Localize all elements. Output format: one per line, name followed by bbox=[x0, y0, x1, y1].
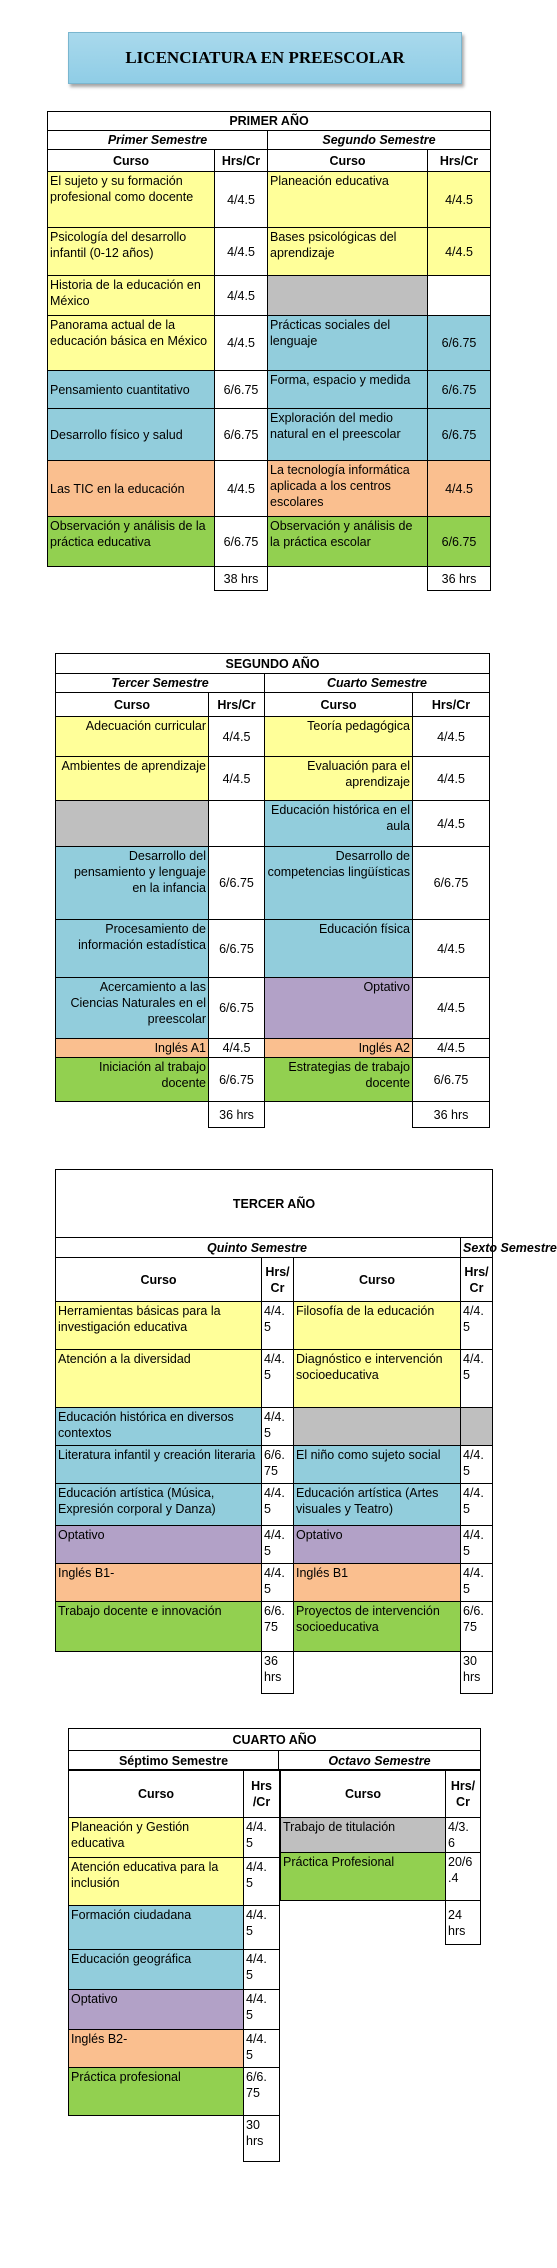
hours-cell: 6/6.75 bbox=[428, 409, 491, 461]
course-cell: Práctica Profesional bbox=[281, 1853, 446, 1901]
hours-cell: 4/4. 5 bbox=[262, 1484, 294, 1526]
hours-cell: 6/6.75 bbox=[215, 371, 268, 409]
course-cell: Observación y análisis de la práctica escolar bbox=[268, 517, 428, 567]
hours-cell: 6/6.75 bbox=[215, 409, 268, 461]
hours-cell: 4/4.5 bbox=[209, 757, 265, 801]
course-cell: Inglés A1 bbox=[56, 1039, 209, 1058]
course-cell: Atención educativa para la inclusión bbox=[69, 1858, 244, 1906]
hours-cell: 4/4. 5 bbox=[461, 1526, 493, 1564]
course-cell: Planeación educativa bbox=[268, 172, 428, 228]
hours-cell: 4/4.5 bbox=[209, 1039, 265, 1058]
hours-cell: 6/6.75 bbox=[209, 978, 265, 1039]
column-header-hours: Hrs/ Cr bbox=[461, 1258, 493, 1302]
column-header-course: Curso bbox=[281, 1770, 446, 1818]
hours-cell: 4/4. 5 bbox=[244, 1990, 280, 2030]
hours-cell: 4/4.5 bbox=[215, 461, 268, 517]
semester-header-3: Tercer Semestre bbox=[56, 674, 265, 693]
hours-cell: 4/4.5 bbox=[413, 757, 490, 801]
semester-header-2: Segundo Semestre bbox=[268, 131, 491, 150]
course-cell: Atención a la diversidad bbox=[56, 1350, 262, 1408]
column-header-hours: Hrs /Cr bbox=[244, 1770, 280, 1818]
total-hours: 24 hrs bbox=[446, 1901, 481, 1945]
semester-header-7: Séptimo Semestre bbox=[69, 1751, 279, 1771]
course-cell: Observación y análisis de la práctica educativa bbox=[48, 517, 215, 567]
course-cell: Optativo bbox=[294, 1526, 461, 1564]
empty-course-cell bbox=[268, 276, 428, 316]
hours-cell: 6/6. 75 bbox=[262, 1446, 294, 1484]
empty-course-cell bbox=[294, 1408, 461, 1446]
course-cell: Educación histórica en diversos contextos bbox=[56, 1408, 262, 1446]
course-cell: Optativo bbox=[265, 978, 413, 1039]
eighth-semester-table bbox=[280, 1769, 481, 1945]
course-cell: Exploración del medio natural en el preescolar bbox=[268, 409, 428, 461]
course-cell: Educación geográfica bbox=[69, 1950, 244, 1990]
column-header-course: Curso bbox=[56, 1258, 262, 1302]
total-hours: 30 hrs bbox=[461, 1652, 493, 1694]
course-cell: Acercamiento a las Ciencias Naturales en el preescolar bbox=[56, 978, 209, 1039]
course-cell: Inglés B1 bbox=[294, 1564, 461, 1602]
hours-cell: 6/6.75 bbox=[428, 371, 491, 409]
course-cell: Educación histórica en el aula bbox=[265, 801, 413, 847]
course-cell: Optativo bbox=[56, 1526, 262, 1564]
semester-header-5: Quinto Semestre bbox=[56, 1238, 461, 1258]
column-header-hours: Hrs/ Cr bbox=[262, 1258, 294, 1302]
hours-cell: 4/4.5 bbox=[413, 978, 490, 1039]
hours-cell: 4/4. 5 bbox=[244, 2030, 280, 2068]
course-cell: Procesamiento de información estadística bbox=[56, 920, 209, 978]
column-header-hours: Hrs/Cr bbox=[413, 693, 490, 717]
course-cell: Desarrollo físico y salud bbox=[48, 409, 215, 461]
course-cell: Desarrollo de competencias lingüísticas bbox=[265, 847, 413, 920]
course-cell: Adecuación curricular bbox=[56, 717, 209, 757]
hours-cell: 4/4.5 bbox=[215, 228, 268, 276]
hours-cell: 4/3. 6 bbox=[446, 1818, 481, 1853]
semester-header-8: Octavo Semestre bbox=[279, 1751, 481, 1771]
hours-cell: 4/4.5 bbox=[413, 717, 490, 757]
semester-header-6: Sexto Semestre bbox=[461, 1238, 493, 1258]
hours-cell: 6/6.75 bbox=[209, 1058, 265, 1102]
hours-cell: 6/6.75 bbox=[413, 847, 490, 920]
total-hours: 36 hrs bbox=[413, 1102, 490, 1128]
course-cell: Proyectos de intervención socioeducativa bbox=[294, 1602, 461, 1652]
hours-cell: 4/4.5 bbox=[413, 801, 490, 847]
course-cell: Literatura infantil y creación literaria bbox=[56, 1446, 262, 1484]
course-cell: Trabajo de titulación bbox=[281, 1818, 446, 1853]
empty-course-cell bbox=[56, 801, 209, 847]
column-header-course: Curso bbox=[56, 693, 209, 717]
hours-cell: 6/6.75 bbox=[428, 316, 491, 371]
hours-cell: 4/4. 5 bbox=[262, 1526, 294, 1564]
hours-cell: 4/4. 5 bbox=[244, 1950, 280, 1990]
course-cell: Pensamiento cuantitativo bbox=[48, 371, 215, 409]
hours-cell: 4/4.5 bbox=[428, 228, 491, 276]
course-cell: Filosofía de la educación bbox=[294, 1302, 461, 1350]
hours-cell: 4/4. 5 bbox=[244, 1906, 280, 1950]
hours-cell: 6/6. 75 bbox=[262, 1602, 294, 1652]
course-cell: El niño como sujeto social bbox=[294, 1446, 461, 1484]
hours-cell: 6/6.75 bbox=[215, 517, 268, 567]
total-hours: 36 hrs bbox=[428, 567, 491, 591]
hours-cell: 4/4. 5 bbox=[262, 1408, 294, 1446]
hours-cell: 6/6.75 bbox=[413, 1058, 490, 1102]
hours-cell: 4/4. 5 bbox=[461, 1484, 493, 1526]
year-header: PRIMER AÑO bbox=[48, 112, 491, 131]
course-cell: Práctica profesional bbox=[69, 2068, 244, 2116]
course-cell: Formación ciudadana bbox=[69, 1906, 244, 1950]
hours-cell: 4/4. 5 bbox=[461, 1446, 493, 1484]
course-cell: Panorama actual de la educación básica en México bbox=[48, 316, 215, 371]
course-cell: Ambientes de aprendizaje bbox=[56, 757, 209, 801]
hours-cell: 20/6 .4 bbox=[446, 1853, 481, 1901]
year-header: TERCER AÑO bbox=[56, 1170, 493, 1238]
semester-header-4: Cuarto Semestre bbox=[265, 674, 490, 693]
page-title: LICENCIATURA EN PREESCOLAR bbox=[125, 48, 405, 67]
hours-cell: 4/4.5 bbox=[209, 717, 265, 757]
column-header-course: Curso bbox=[48, 150, 215, 172]
course-cell: Optativo bbox=[69, 1990, 244, 2030]
hours-cell: 6/6.75 bbox=[209, 920, 265, 978]
column-header-hours: Hrs/ Cr bbox=[446, 1770, 481, 1818]
course-cell: Trabajo docente e innovación bbox=[56, 1602, 262, 1652]
hours-cell bbox=[428, 276, 491, 316]
hours-cell bbox=[461, 1408, 493, 1446]
seventh-semester-table bbox=[68, 1769, 280, 2162]
hours-cell: 4/4.5 bbox=[413, 1039, 490, 1058]
column-header-course: Curso bbox=[69, 1770, 244, 1818]
total-hours: 38 hrs bbox=[215, 567, 268, 591]
hours-cell: 4/4. 5 bbox=[461, 1350, 493, 1408]
first-year-table bbox=[47, 111, 491, 591]
hours-cell: 4/4.5 bbox=[215, 316, 268, 371]
hours-cell: 4/4. 5 bbox=[262, 1564, 294, 1602]
semester-header-1: Primer Semestre bbox=[48, 131, 268, 150]
total-hours: 36 hrs bbox=[209, 1102, 265, 1128]
hours-cell: 4/4.5 bbox=[428, 172, 491, 228]
year-header: CUARTO AÑO bbox=[69, 1729, 481, 1751]
column-header-course: Curso bbox=[294, 1258, 461, 1302]
hours-cell bbox=[209, 801, 265, 847]
course-cell: Historia de la educación en México bbox=[48, 276, 215, 316]
course-cell: Forma, espacio y medida bbox=[268, 371, 428, 409]
hours-cell: 4/4. 5 bbox=[461, 1564, 493, 1602]
course-cell: Desarrollo del pensamiento y lenguaje en la infancia bbox=[56, 847, 209, 920]
hours-cell: 4/4. 5 bbox=[244, 1818, 280, 1858]
hours-cell: 6/6.75 bbox=[428, 517, 491, 567]
course-cell: Prácticas sociales del lenguaje bbox=[268, 316, 428, 371]
second-year-table bbox=[55, 653, 490, 1128]
course-cell: El sujeto y su formación profesional como docente bbox=[48, 172, 215, 228]
hours-cell: 6/6. 75 bbox=[461, 1602, 493, 1652]
column-header-hours: Hrs/Cr bbox=[215, 150, 268, 172]
column-header-course: Curso bbox=[268, 150, 428, 172]
course-cell: Educación artística (Música, Expresión corporal y Danza) bbox=[56, 1484, 262, 1526]
fourth-year-header bbox=[68, 1728, 481, 1771]
hours-cell: 4/4. 5 bbox=[262, 1302, 294, 1350]
hours-cell: 4/4. 5 bbox=[461, 1302, 493, 1350]
course-cell: Teoría pedagógica bbox=[265, 717, 413, 757]
hours-cell: 6/6.75 bbox=[209, 847, 265, 920]
course-cell: Educación física bbox=[265, 920, 413, 978]
course-cell: Evaluación para el aprendizaje bbox=[265, 757, 413, 801]
course-cell: Inglés A2 bbox=[265, 1039, 413, 1058]
course-cell: Las TIC en la educación bbox=[48, 461, 215, 517]
hours-cell: 4/4. 5 bbox=[262, 1350, 294, 1408]
hours-cell: 4/4.5 bbox=[413, 920, 490, 978]
hours-cell: 4/4.5 bbox=[428, 461, 491, 517]
third-year-table bbox=[55, 1169, 557, 1694]
course-cell: Bases psicológicas del aprendizaje bbox=[268, 228, 428, 276]
year-header: SEGUNDO AÑO bbox=[56, 654, 490, 674]
course-cell: Inglés B1- bbox=[56, 1564, 262, 1602]
hours-cell: 4/4.5 bbox=[215, 172, 268, 228]
course-cell: Estrategias de trabajo docente bbox=[265, 1058, 413, 1102]
total-hours: 30 hrs bbox=[244, 2116, 280, 2162]
course-cell: Planeación y Gestión educativa bbox=[69, 1818, 244, 1858]
total-hours: 36 hrs bbox=[262, 1652, 294, 1694]
hours-cell: 4/4.5 bbox=[215, 276, 268, 316]
course-cell: Psicología del desarrollo infantil (0-12 años) bbox=[48, 228, 215, 276]
hours-cell: 4/4. 5 bbox=[244, 1858, 280, 1906]
course-cell: Educación artística (Artes visuales y Teatro) bbox=[294, 1484, 461, 1526]
hours-cell: 6/6. 75 bbox=[244, 2068, 280, 2116]
column-header-hours: Hrs/Cr bbox=[209, 693, 265, 717]
course-cell: La tecnología informática aplicada a los centros escolares bbox=[268, 461, 428, 517]
column-header-course: Curso bbox=[265, 693, 413, 717]
course-cell: Iniciación al trabajo docente bbox=[56, 1058, 209, 1102]
column-header-hours: Hrs/Cr bbox=[428, 150, 491, 172]
course-cell: Herramientas básicas para la investigación educativa bbox=[56, 1302, 262, 1350]
page-title-banner bbox=[68, 32, 462, 84]
course-cell: Inglés B2- bbox=[69, 2030, 244, 2068]
course-cell: Diagnóstico e intervención socioeducativa bbox=[294, 1350, 461, 1408]
